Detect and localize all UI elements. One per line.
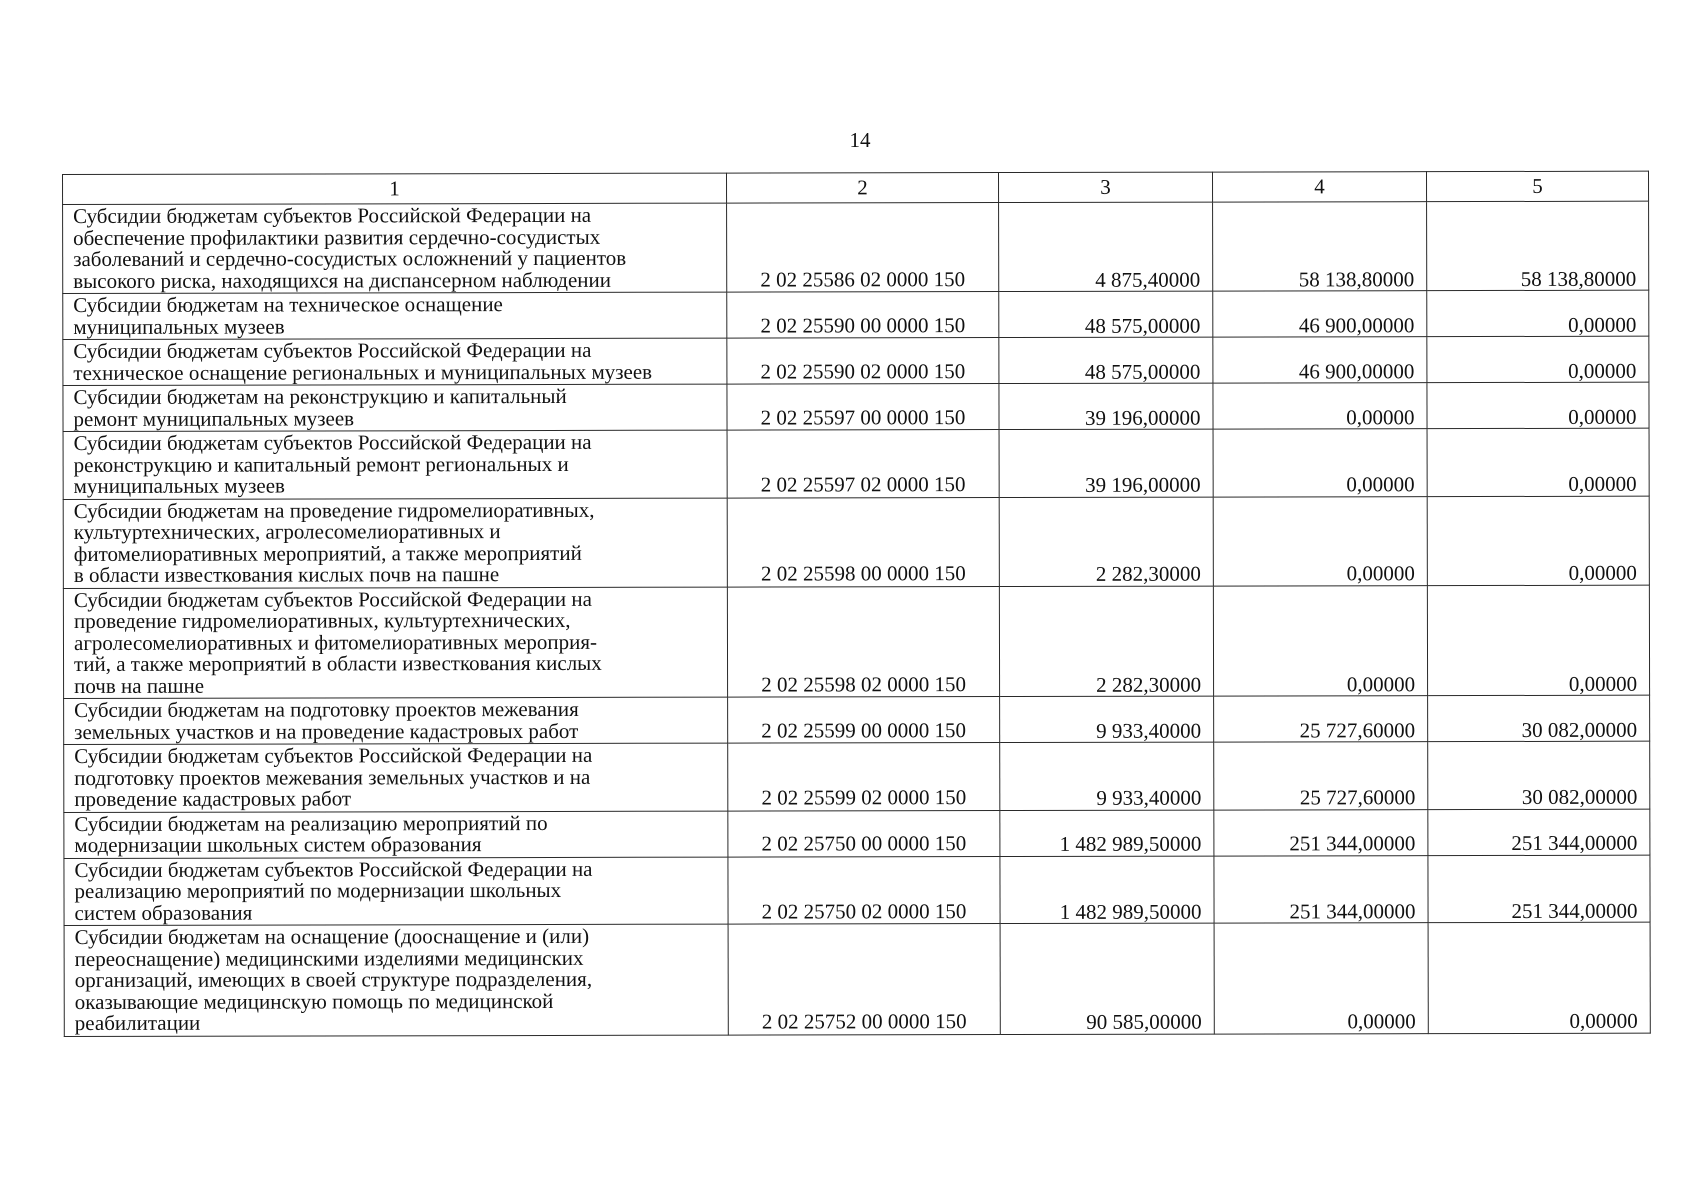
row-budget-code: 2 02 25590 02 0000 150 bbox=[727, 338, 999, 385]
row-name-line: ремонт муниципальных музеев bbox=[73, 405, 355, 431]
row-name-line: систем образования bbox=[74, 900, 253, 925]
column-header-4: 4 bbox=[1212, 172, 1426, 202]
row-value-col3: 48 575,00000 bbox=[999, 291, 1213, 337]
row-value-col3: 4 875,40000 bbox=[999, 202, 1213, 291]
table-row bbox=[63, 290, 1649, 339]
column-header-2: 2 bbox=[726, 173, 998, 204]
row-value-col4: 0,00000 bbox=[1213, 383, 1427, 429]
row-value-col3: 48 575,00000 bbox=[999, 337, 1213, 383]
row-value-col5: 0,00000 bbox=[1427, 428, 1649, 496]
row-value-col4: 46 900,00000 bbox=[1213, 337, 1427, 383]
row-value-col4: 58 138,80000 bbox=[1213, 202, 1427, 291]
table-row bbox=[64, 809, 1650, 858]
row-name-line: фитомелиоративных мероприятий, а также мероприятий bbox=[73, 540, 582, 566]
row-name-line: проведение кадастровых работ bbox=[74, 786, 352, 811]
row-name-line: обеспечение профилактики развития сердечно-сосудистых bbox=[73, 224, 601, 250]
row-value-col3: 9 933,40000 bbox=[1000, 696, 1214, 742]
row-name-line: реконструкцию и капитальный ремонт региональных и bbox=[73, 451, 569, 477]
row-value-col5: 0,00000 bbox=[1427, 496, 1649, 585]
row-value-col3: 39 196,00000 bbox=[999, 429, 1213, 497]
row-name-line: Субсидии бюджетам на проведение гидромелиоративных, bbox=[73, 497, 595, 523]
row-budget-code: 2 02 25752 00 0000 150 bbox=[728, 924, 1000, 1035]
row-budget-code: 2 02 25597 02 0000 150 bbox=[727, 430, 999, 498]
row-name-line: техническое оснащение региональных и муниципальных музеев bbox=[73, 359, 653, 385]
table-row bbox=[63, 428, 1649, 499]
row-name bbox=[64, 743, 728, 812]
row-budget-code: 2 02 25750 02 0000 150 bbox=[728, 856, 1000, 924]
row-value-col3: 39 196,00000 bbox=[999, 383, 1213, 429]
row-name-line: Субсидии бюджетам субъектов Российской Федерации на bbox=[73, 429, 592, 455]
row-value-col3: 90 585,00000 bbox=[1000, 923, 1214, 1034]
table-row bbox=[64, 695, 1650, 744]
row-value-col5: 30 082,00000 bbox=[1428, 741, 1650, 809]
row-name-line: Субсидии бюджетам субъектов Российской Федерации на bbox=[73, 337, 592, 363]
row-value-col3: 2 282,30000 bbox=[999, 497, 1213, 586]
row-budget-code: 2 02 25590 00 0000 150 bbox=[727, 292, 999, 339]
row-value-col5: 30 082,00000 bbox=[1428, 695, 1650, 741]
row-name-line: культуртехнических, агролесомелиоративных и bbox=[73, 519, 501, 544]
row-name-line: высокого риска, находящихся на диспансерном наблюдении bbox=[73, 267, 612, 293]
row-value-col4: 251 344,00000 bbox=[1214, 855, 1428, 923]
row-value-col5: 0,00000 bbox=[1427, 336, 1649, 382]
table-row bbox=[63, 496, 1649, 588]
row-budget-code: 2 02 25599 00 0000 150 bbox=[728, 697, 1000, 744]
row-name-line: муниципальных музеев bbox=[73, 314, 285, 339]
row-name-line: тий, а также мероприятий в области известкования кислых bbox=[74, 650, 602, 676]
table-row bbox=[63, 336, 1649, 385]
row-name-line: заболеваний и сердечно-сосудистых осложнений у пациентов bbox=[73, 245, 627, 271]
row-budget-code: 2 02 25597 00 0000 150 bbox=[727, 384, 999, 431]
row-value-col3: 1 482 989,50000 bbox=[1000, 856, 1214, 924]
row-name bbox=[63, 338, 727, 385]
row-value-col4: 0,00000 bbox=[1213, 496, 1427, 585]
row-value-col4: 25 727,60000 bbox=[1214, 696, 1428, 742]
row-name-line: Субсидии бюджетам на подготовку проектов межевания bbox=[74, 696, 579, 722]
table-row bbox=[64, 855, 1650, 926]
table-row bbox=[64, 741, 1650, 812]
table-row bbox=[63, 585, 1649, 699]
row-budget-code: 2 02 25586 02 0000 150 bbox=[727, 203, 999, 293]
row-name bbox=[63, 430, 727, 499]
row-value-col3: 9 933,40000 bbox=[1000, 742, 1214, 810]
table-row bbox=[64, 922, 1650, 1036]
page-number: 14 bbox=[849, 128, 871, 152]
table-row bbox=[63, 201, 1649, 293]
row-value-col5: 251 344,00000 bbox=[1428, 809, 1650, 855]
header-row bbox=[63, 171, 1649, 204]
row-name bbox=[63, 292, 727, 339]
row-name-line: Субсидии бюджетам на техническое оснащение bbox=[73, 292, 503, 317]
row-value-col4: 25 727,60000 bbox=[1214, 742, 1428, 810]
row-name-line: реабилитации bbox=[74, 1010, 201, 1035]
row-value-col3: 2 282,30000 bbox=[999, 586, 1213, 697]
row-name-line: Субсидии бюджетам субъектов Российской Федерации на bbox=[74, 742, 593, 768]
column-header-1: 1 bbox=[63, 173, 727, 204]
row-name-line: проведение гидромелиоративных, культуртехнических, bbox=[73, 607, 571, 633]
budget-table bbox=[62, 171, 1651, 1037]
row-name-line: Субсидии бюджетам на реконструкцию и капитальный bbox=[73, 383, 567, 409]
row-value-col4: 0,00000 bbox=[1213, 585, 1427, 696]
row-budget-code: 2 02 25599 02 0000 150 bbox=[728, 743, 1000, 811]
row-value-col5: 251 344,00000 bbox=[1428, 855, 1650, 923]
row-name bbox=[63, 384, 727, 431]
row-budget-code: 2 02 25750 00 0000 150 bbox=[728, 810, 1000, 857]
row-name-line: организаций, имеющих в своей структуре подразделения, bbox=[74, 966, 593, 992]
row-name-line: Субсидии бюджетам субъектов Российской Федерации на bbox=[73, 202, 592, 228]
row-budget-code: 2 02 25598 02 0000 150 bbox=[727, 586, 999, 697]
row-value-col5: 0,00000 bbox=[1428, 922, 1650, 1033]
row-name bbox=[63, 498, 727, 588]
row-value-col5: 0,00000 bbox=[1427, 290, 1649, 336]
row-name bbox=[64, 857, 728, 926]
row-value-col4: 0,00000 bbox=[1213, 429, 1427, 497]
row-name-line: почв на пашне bbox=[74, 673, 205, 698]
row-name bbox=[64, 697, 728, 744]
row-name-line: переоснащение) медицинскими изделиями медицинских bbox=[74, 945, 584, 971]
row-name-line: в области известкования кислых почв на пашне bbox=[73, 562, 500, 587]
row-name-line: Субсидии бюджетам на реализацию мероприятий по bbox=[74, 810, 548, 836]
row-name bbox=[64, 811, 728, 858]
row-name-line: оказывающие медицинскую помощь по медицинской bbox=[74, 988, 554, 1014]
row-value-col3: 1 482 989,50000 bbox=[1000, 810, 1214, 856]
row-value-col4: 251 344,00000 bbox=[1214, 809, 1428, 855]
row-value-col5: 58 138,80000 bbox=[1427, 201, 1649, 290]
row-name-line: агролесомелиоративных и фитомелиоративных мероприя- bbox=[73, 629, 598, 655]
row-value-col5: 0,00000 bbox=[1427, 585, 1649, 696]
row-name-line: подготовку проектов межевания земельных участков и на bbox=[74, 764, 591, 790]
row-value-col4: 46 900,00000 bbox=[1213, 291, 1427, 337]
row-name bbox=[63, 203, 727, 293]
table-row bbox=[63, 382, 1649, 431]
row-name-line: Субсидии бюджетам субъектов Российской Федерации на bbox=[73, 586, 592, 612]
row-budget-code: 2 02 25598 00 0000 150 bbox=[727, 497, 999, 587]
row-value-col5: 0,00000 bbox=[1427, 382, 1649, 428]
column-header-5: 5 bbox=[1426, 171, 1648, 201]
row-name bbox=[63, 587, 727, 699]
row-name-line: Субсидии бюджетам субъектов Российской Федерации на bbox=[74, 856, 593, 882]
row-name-line: реализацию мероприятий по модернизации школьных bbox=[74, 877, 562, 903]
row-name bbox=[64, 924, 728, 1036]
row-name-line: муниципальных музеев bbox=[73, 473, 285, 498]
row-value-col4: 0,00000 bbox=[1214, 923, 1428, 1034]
row-name-line: земельных участков и на проведение кадастровых работ bbox=[74, 718, 579, 744]
column-header-3: 3 bbox=[998, 172, 1212, 202]
row-name-line: модернизации школьных систем образования bbox=[74, 832, 482, 857]
row-name-line: Субсидии бюджетам на оснащение (дооснащение и (или) bbox=[74, 923, 590, 949]
